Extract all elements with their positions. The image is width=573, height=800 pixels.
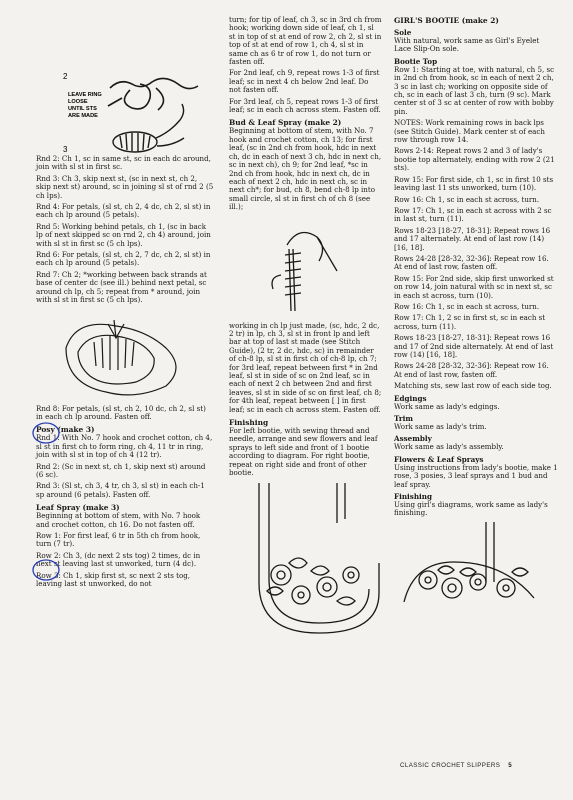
girls-finishing-text: Using girl's diagrams, work same as lady's finishing. xyxy=(394,500,548,518)
sole-heading: Sole xyxy=(394,28,412,37)
third-leaf-text: For 3rd leaf, ch 5, repeat rows 1-3 of first leaf; sc in each ch across stem. Fasten off. xyxy=(229,96,381,115)
rnd-6-text: Rnd 6: For petals, (sl st, ch 2, 7 dc, ch 2, sl st) in each ch lp around (5 petals). xyxy=(36,250,211,268)
posy-heading: Posy (make 3) xyxy=(36,425,95,435)
note-line-3: UNTIL STS xyxy=(68,106,97,112)
matching-text: Matching sts, sew last row of each side tog. xyxy=(394,381,552,391)
trim-text: Work same as lady's trim. xyxy=(394,422,487,432)
column-left xyxy=(36,155,214,591)
rnd-7-text: Rnd 7: Ch 2; *working between back strands at base of center dc (see ill.) behind next petal, sc around ch lp, ch 5; repeat from * around, join with sl st in first sc (5 ch lps). xyxy=(36,269,207,305)
girls-finishing-heading: Finishing xyxy=(394,492,433,502)
trim-heading: Trim xyxy=(394,414,413,424)
rnd-3-text: Rnd 3: Ch 3, skip next st, (sc in next st, ch 2, skip next st) around, sc in joining sl st of rnd 2 (5 ch lps). xyxy=(36,173,214,200)
sole-text: With natural, work same as Girl's Eyelet Lace Slip-On sole. xyxy=(394,36,540,54)
leaf-spray-row-3-text: Row 3: Ch 1, skip first st, sc next 2 sts tog, leaving last st unworked, do not xyxy=(36,570,191,588)
finishing-heading: Finishing xyxy=(229,418,269,427)
row-16-second-side-text: Row 16: Ch 1, sc in each st across, turn. xyxy=(394,301,540,311)
rows-24-28-second-side-text: Rows 24-28 [28-32, 32-36]: Repeat row 16. At end of last row, fasten off. xyxy=(394,361,549,379)
second-leaf-text: For 2nd leaf, ch 9, repeat rows 1-3 of first leaf; sc in next 4 ch below 2nd leaf. Do not fasten off. xyxy=(229,68,380,95)
row-15-second-side-text: Row 15: For 2nd side, skip first unworked st on row 14, join natural with sc in next st, sc in each st across, turn (10). xyxy=(394,273,554,300)
page-number: 5 xyxy=(508,762,513,769)
rnd-5-text: Rnd 5: Working behind petals, ch 1, (sc in back lp of next skipped sc on rnd 2, ch 4) around, join with sl st in first sc (5 ch lps). xyxy=(36,221,211,248)
petal-back-strand-illustration xyxy=(36,308,214,403)
row-17-text: Row 17: Ch 1, sc in each st across with 2 sc in last st, turn (11). xyxy=(394,205,552,224)
rows-18-23-text: Rows 18-23 [18-27, 18-31]: Repeat rows 16 and 17 alternately. At end of last row (14) [16, 18]. xyxy=(394,225,551,252)
posy-rnd-2-text: Rnd 2: (Sc in next st, ch 1, skip next st) around (6 sc). xyxy=(36,461,206,479)
girls-bootie-diagram xyxy=(394,522,558,602)
flowers-leaf-sprays-text: Using instructions from lady's bootie, make 1 rose, 3 posies, 3 leaf sprays and 1 bud and leaf spray. xyxy=(394,462,558,489)
footer-title: CLASSIC CROCHET SLIPPERS xyxy=(400,762,501,769)
rnd-4-text: Rnd 4: For petals, (sl st, ch 2, 4 dc, ch 2, sl st) in each ch lp around (5 petals). xyxy=(36,202,211,220)
bud-loop-illustration xyxy=(229,215,382,320)
assembly-heading: Assembly xyxy=(394,434,432,444)
row-16-text: Row 16: Ch 1, sc in each st across, turn. xyxy=(394,194,540,204)
page-footer xyxy=(400,762,560,769)
rows-2-14-text: Rows 2-14: Repeat rows 2 and 3 of lady's bootie top alternately, ending with row 2 (21 sts). xyxy=(394,146,555,173)
column-middle xyxy=(229,16,382,648)
rnd-2-text: Rnd 2: Ch 1, sc in same st, sc in each dc around, join with sl st in first sc. xyxy=(36,154,211,172)
step-3-label: 3 xyxy=(63,145,68,154)
rows-24-28-text: Rows 24-28 [28-32, 32-36]: Repeat row 16. At end of last row, fasten off. xyxy=(394,253,549,272)
leaf-spray-row-2-text: Row 2: Ch 3, (dc next 2 sts tog) 2 times, dc in next st leaving last st unworked, turn (4 dc). xyxy=(36,550,201,569)
step-2-label: 2 xyxy=(63,72,68,81)
leaf-spray-intro-text: Beginning at bottom of stem, with No. 7 hook and crochet cotton, ch 16. Do not fasten off. xyxy=(36,511,201,529)
leaf-spray-row-1-text: Row 1: For first leaf, 6 tr in 5th ch from hook, turn (7 tr). xyxy=(36,530,201,549)
posy-rnd-3-text: Rnd 3: (Sl st, ch 3, 4 tr, ch 3, sl st) in each ch-1 sp around (6 petals). Fasten off. xyxy=(36,481,205,499)
edgings-heading: Edgings xyxy=(394,393,427,403)
flowers-leaf-sprays-heading: Flowers & Leaf Sprays xyxy=(394,454,484,464)
note-line-1: LEAVE RING xyxy=(68,92,102,98)
rows-18-23-second-side-text: Rows 18-23 [18-27, 18-31]: Repeat rows 16 and 17 of 2nd side alternately. At end of last row (14) [16, 18]. xyxy=(394,333,554,359)
girls-bootie-title: GIRL'S BOOTIE (make 2) xyxy=(394,16,499,25)
bud-leaf-spray-text-2: working in ch lp just made, (sc, hdc, 2 dc, 2 tr) in lp, ch 3, sl st in front lp and left bar at top of last st made (see Stitch Guide), (2 tr, 2 dc, hdc, sc) in remainder of ch-8 lp, sl st in first ch of ch-8 lp, ch 7; for 3rd leaf, repeat between first * in 2nd leaf, sl st in side of sc on 2nd leaf, sc in each of next 2 ch between 2nd and first leaves, sl st in side of sc on first leaf, ch 8; for 4th leaf, repeat between [ ] in first leaf; sc in each ch across stem. Fasten off. xyxy=(229,320,382,414)
finishing-text: For left bootie, with sewing thread and needle, arrange and sew flowers and leaf sprays to left side and front of 1 bootie according to diagram. For right bootie, repeat on right side and front of other bootie. xyxy=(229,426,378,478)
rnd-8-text: Rnd 8: For petals, (sl st, ch 2, 10 dc, ch 2, sl st) in each ch lp around. Fasten off. xyxy=(36,403,206,421)
bud-leaf-spray-text: Beginning at bottom of stem, with No. 7 hook and crochet cotton, ch 13; for first leaf, (sc in 2nd ch from hook, hdc in next ch, dc in each of next 3 ch, hdc in next ch, sc in next ch), ch 9; for 2nd leaf, *sc in 2nd ch from hook, hdc in next ch, dc in each of next 2 ch, hdc in next ch, sc in next ch*; for bud, ch 8, bend ch-8 lp into small circle, sl st in first ch of ch 8 (see ill.); xyxy=(229,126,382,212)
note-line-4: ARE MADE xyxy=(68,113,98,119)
leaf-spray-cont-text: turn; for tip of leaf, ch 3, sc in 3rd ch from hook; working down side of leaf, ch 1, sl st in top of st at end of row 2, ch 2, sl st in top of st at end of row 1, ch 4, sl st in same ch as 6 tr of row 1, do not turn or fasten off. xyxy=(229,15,382,67)
row-17-second-side-text: Row 17: Ch 1, 2 sc in first st, sc in each st across, turn (11). xyxy=(394,313,546,331)
edgings-text: Work same as lady's edgings. xyxy=(394,401,500,411)
left-bootie-diagram xyxy=(229,483,382,648)
bud-leaf-spray-heading: Bud & Leaf Spray (make 2) xyxy=(229,118,342,128)
note-line-2: LOOSE xyxy=(68,99,88,105)
ring-diagram-illustration xyxy=(60,66,210,161)
bootie-top-heading: Bootie Top xyxy=(394,56,438,66)
posy-rnd-1-text: Rnd 1: With No. 7 hook and crochet cotton, ch 4, sl st in first ch to form ring, ch 4, 11 tr in ring, join with sl st in top of ch 4 (12 tr). xyxy=(36,433,213,460)
column-right xyxy=(394,16,558,602)
assembly-text: Work same as lady's assembly. xyxy=(394,442,504,452)
leaf-spray-heading: Leaf Spray (make 3) xyxy=(36,503,120,513)
notes-text: NOTES: Work remaining rows in back lps (see Stitch Guide). Mark center st of each row through row 14. xyxy=(394,118,545,145)
row-15-text: Row 15: For first side, ch 1, sc in first 10 sts leaving last 11 sts unworked, turn (10). xyxy=(394,174,554,193)
row-1-text: Row 1: Starting at toe, with natural, ch 5, sc in 2nd ch from hook, sc in each of next 2 ch, 3 sc in last ch; working on opposite side of ch, sc in each of last 3 ch, turn (9 sc). Mark center st of 3 sc at center of row with bobby pin. xyxy=(394,64,555,116)
